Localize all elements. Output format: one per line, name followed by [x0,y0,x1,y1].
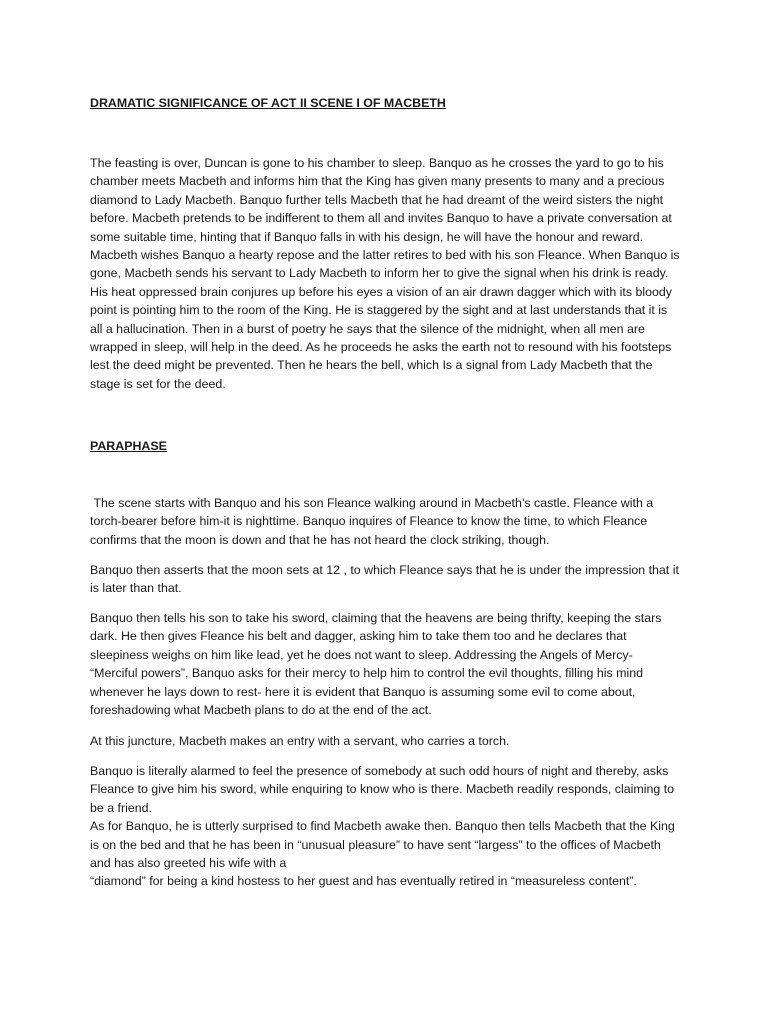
paragraph-5-part-2: As for Banquo, he is utterly surprised to find Macbeth awake then. Banquo then tells Macbeth that the King is on the bed and that he has been in “unusual pleasure” to have sent “largess” to the offices of Macbeth and has also greeted his wife with a [90,819,675,871]
paragraph-1: The scene starts with Banquo and his son Fleance walking around in Macbeth’s castle. Fleance with a torch-bearer before him-it is nighttime. Banquo inquires of Fleance to know the time, to which Fleance confirms that the moon is down and that he has not heard the clock striking, though. [90,496,657,547]
paragraph-2: Banquo then asserts that the moon sets at 12 , to which Fleance says that he is under the impression that it is later than that. [90,563,679,596]
document-title: DRAMATIC SIGNIFICANCE OF ACT II SCENE I OF MACBETH [90,96,446,110]
paragraph-3: Banquo then tells his son to take his sword, claiming that the heavens are being thrifty, keeping the stars dark. He then gives Fleance his belt and dagger, asking him to take them too and he declares that sleepiness weighs on him like lead, yet he does not want to sleep. Addressing the Angels of Mercy- “Merciful powers”, Banquo asks for their mercy to help him to control the evil thoughts, filling his mind whenever he lays down to rest- here it is evident that Banquo is assuming some evil to come about, foreshadowing what Macbeth plans to do at the end of the act. [90,611,662,718]
paragraph-4: At this juncture, Macbeth makes an entry with a servant, who carries a torch. [90,734,510,748]
paragraph-5-part-1: Banquo is literally alarmed to feel the presence of somebody at such odd hours of night and thereby, asks Fleance to give him his sword, while enquiring to know who is there. Macbeth readily responds, claiming to be a friend. [90,764,675,815]
summary-paragraph: The feasting is over, Duncan is gone to his chamber to sleep. Banquo as he crosses the yard to go to his chamber meets Macbeth and informs him that the King has given many presents to many and a precious diamond to Lady Macbeth. Banquo further tells Macbeth that he had dreamt of the weird sisters the night before. Macbeth pretends to be indifferent to them all and invites Banquo to have a private conversation at some suitable time, hinting that if Banquo falls in with his design, he will have the honour and reward. Macbeth wishes Banquo a hearty repose and the latter retires to bed with his son Fleance. When Banquo is gone, Macbeth sends his servant to Lady Macbeth to inform her to give the signal when his drink is ready. His heat oppressed brain conjures up before his eyes a vision of an air drawn dagger which with its bloody point is pointing him to the room of the King. He is staggered by the sight and at last understands that it is all a hallucination. Then in a burst of poetry he says that the silence of the midnight, when all men are wrapped in sleep, will help in the deed. As he proceeds he asks the earth not to resound with his footsteps lest the deed might be prevented. Then he hears the bell, which Is a signal from Lady Macbeth that the stage is set for the deed. [90,156,680,391]
paragraph-5 [90,762,680,891]
section-heading: PARAPHASE [90,439,167,453]
paragraph-5-part-3: “diamond” for being a kind hostess to her guest and has eventually retired in “measureless content”. [90,874,637,889]
